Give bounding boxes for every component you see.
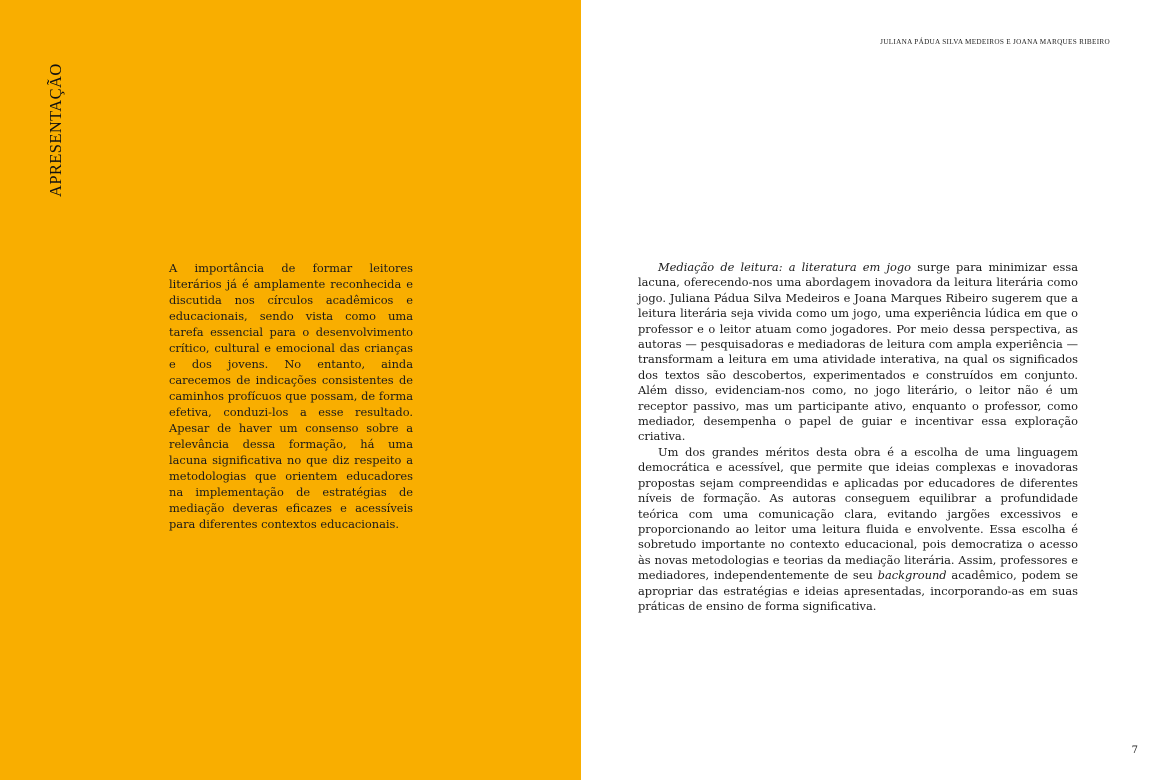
intro-paragraph: A importância de formar leitores literários já é amplamente reconhecida e discutida nos círculos acadêmicos e educacionais, sendo vista como uma tarefa essencial para o desenvolvimento crítico, cultural e emocional das crianças e dos jovens. No entanto, ainda carecemos de indicações consistentes de caminhos profícuos que possam, de forma efetiva, conduzi-los a esse resultado. Apesar de haver um consenso sobre a relevância dessa formação, há uma lacuna significativa no que diz respeito a metodologias que orientem educadores na implementação de estratégias de mediação deveras eficazes e acessíveis para diferentes contextos educacionais. [169,261,413,531]
paragraph-2-text-after: acadêmico, podem se apropriar das estratégias e ideias apresentadas, incorporando-as em suas práticas de ensino de forma significativa. [638,568,1078,613]
book-title: Mediação de leitura: a literatura em jogo [658,260,912,274]
paragraph-1-text: surge para minimizar essa lacuna, oferecendo-nos uma abordagem inovadora da leitura literária como jogo. Juliana Pádua Silva Medeiros e Joana Marques Ribeiro sugerem que a leitura literária seja vivida como um jogo, uma experiência lúdica em que o professor e o leitor atuam como jogadores. Por meio dessa perspectiva, as autoras — pesquisadoras e mediadoras de leitura com ampla experiência — transformam a leitura em uma atividade interativa, na qual os significados dos textos são descobertos, experimentados e construídos em conjunto. Além disso, evidenciam-nos como, no jogo literário, o leitor não é um receptor passivo, mas um participante ativo, enquanto o professor, como mediador, desempenha o papel de guiar e incentivar essa exploração criativa. [638,260,1078,444]
body-text [638,260,1078,614]
section-title: APRESENTAÇÃO [46,63,65,197]
body-paragraph-2 [638,445,1078,614]
page-number: 7 [1131,745,1138,756]
italic-term: background [877,568,947,583]
running-header: JULIANA PÁDUA SILVA MEDEIROS E JOANA MARQUES RIBEIRO [880,38,1110,46]
paragraph-2-text-before: Um dos grandes méritos desta obra é a escolha de uma linguagem democrática e acessível, que permite que ideias complexas e inovadoras propostas sejam compreendidas e aplicadas por educadores de diferentes níveis de formação. As autoras conseguem equilibrar a profundidade teórica com uma comunicação clara, evitando jargões excessivos e proporcionando ao leitor uma leitura fluida e envolvente. Essa escolha é sobretudo importante no contexto educacional, pois democratiza o acesso às novas metodologias e teorias da mediação literária. Assim, professores e mediadores, independentemente de seu [638,444,1078,583]
body-paragraph-1 [638,260,1078,445]
right-page [581,0,1162,780]
